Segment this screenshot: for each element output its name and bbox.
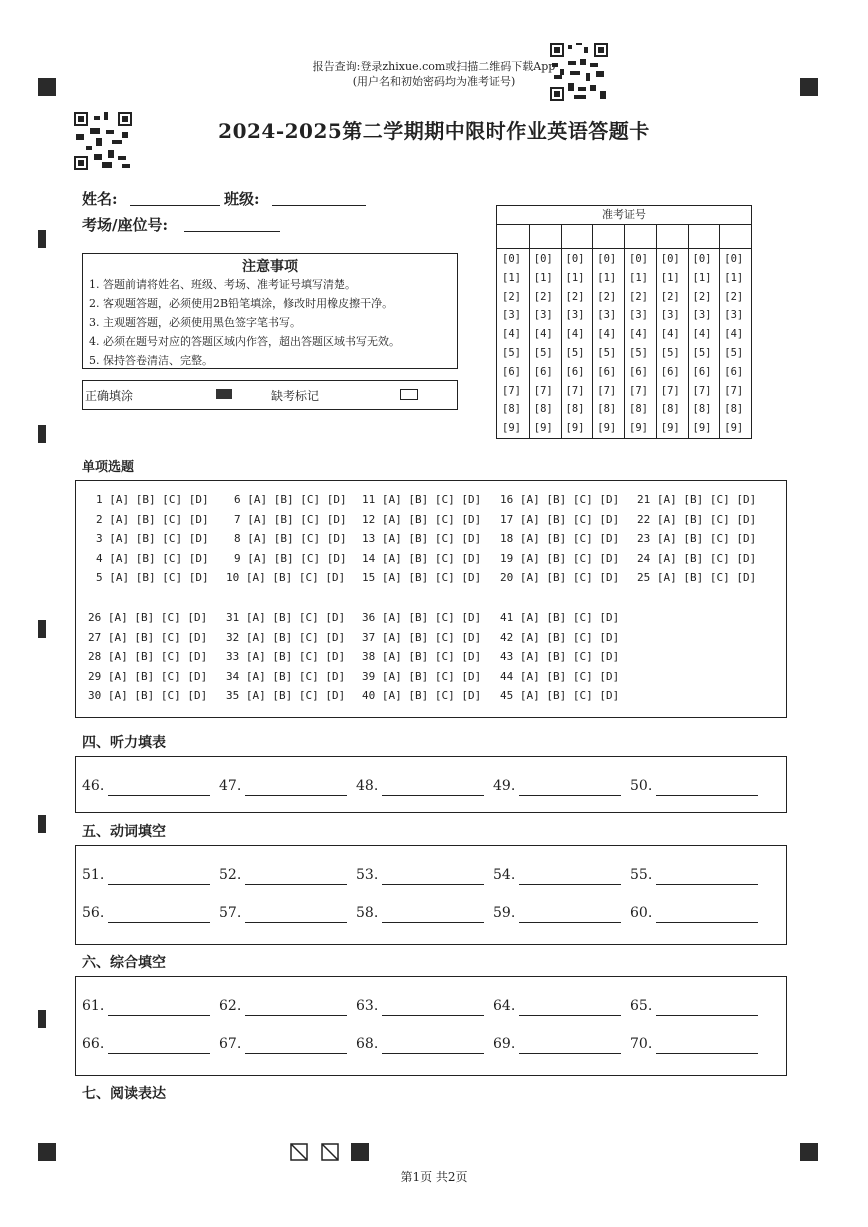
comprehensive-box [75, 976, 787, 1076]
exam-id-bubble[interactable]: [9] [660, 422, 680, 435]
exam-id-bubble[interactable]: [6] [629, 365, 648, 378]
choice-question[interactable]: 13 [A] [B] [C] [D] [362, 532, 482, 545]
answer-blank[interactable] [108, 795, 210, 796]
question-number: 70. [630, 1036, 653, 1052]
exam-id-bubble[interactable]: [5] [629, 347, 648, 359]
answer-blank[interactable] [108, 1015, 210, 1016]
answer-blank[interactable] [519, 1053, 621, 1054]
exam-id-bubble[interactable]: [7] [724, 384, 744, 397]
exam-id-bubble[interactable]: [2] [533, 290, 553, 303]
exam-id-bubble[interactable]: [8] [724, 403, 744, 416]
exam-id-bubble[interactable]: [4] [692, 328, 712, 341]
question-number: 53. [356, 867, 379, 883]
question-number: 57. [219, 905, 242, 921]
answer-blank[interactable] [382, 884, 484, 885]
choice-question[interactable]: 18 [A] [B] [C] [D] [500, 532, 620, 545]
exam-id-bubble[interactable]: [8] [692, 403, 712, 416]
exam-id-bubble[interactable]: [5] [692, 347, 712, 359]
answer-blank[interactable] [519, 922, 621, 923]
exam-id-bubble[interactable]: [2] [565, 290, 585, 303]
question-number: 69. [493, 1036, 516, 1052]
exam-id-bubble[interactable]: [4] [660, 328, 680, 341]
page-number: 第1页 共2页 [400, 1170, 468, 1184]
exam-id-bubble[interactable]: [4] [597, 328, 617, 341]
choice-question[interactable]: 11 [A] [B] [C] [D] [362, 493, 482, 506]
exam-id-bubble[interactable]: [6] [660, 365, 680, 378]
exam-id-bubble[interactable]: [0] [692, 253, 712, 265]
timing-mark [38, 425, 46, 443]
choice-question[interactable]: 12 [A] [B] [C] [D] [362, 512, 482, 526]
verb-title: 五、动词填空 [82, 824, 166, 840]
corner-marker-bottom-left [38, 1143, 56, 1161]
question-number: 62. [219, 998, 242, 1014]
timing-mark [38, 620, 46, 638]
exam-id-bubble[interactable]: [5] [502, 347, 521, 359]
fill-example-box [82, 380, 458, 410]
exam-id-bubble[interactable]: [9] [533, 422, 553, 435]
choice-question[interactable]: 24 [A] [B] [C] [D] [637, 551, 757, 565]
correct-fill-label: 正确填涂 [85, 389, 134, 403]
reading-title: 七、阅读表达 [82, 1086, 166, 1102]
single-choice-title: 单项选题 [82, 460, 135, 475]
question-number: 50. [630, 778, 653, 794]
choice-question[interactable]: 28 [A] [B] [C] [D] [88, 650, 208, 663]
exam-id-bubble[interactable]: [0] [565, 253, 585, 265]
choice-question[interactable]: 1 [A] [B] [C] [D] [96, 493, 209, 506]
exam-id-bubble[interactable]: [8] [502, 403, 521, 416]
exam-id-bubble[interactable]: [1] [724, 271, 744, 284]
exam-id-bubble[interactable]: [4] [502, 328, 521, 341]
filled-box-icon [351, 1143, 369, 1161]
exam-id-bubble[interactable]: [5] [533, 347, 553, 359]
exam-id-bubble[interactable]: [2] [660, 290, 680, 303]
notice-box [82, 253, 458, 369]
exam-id-bubble[interactable]: [4] [629, 328, 648, 341]
seat-label: 考场/座位号: [82, 216, 169, 234]
choice-question[interactable]: 14 [A] [B] [C] [D] [362, 551, 482, 565]
choice-question[interactable]: 37 [A] [B] [C] [D] [362, 630, 482, 644]
question-number: 61. [82, 998, 105, 1014]
answer-blank[interactable] [519, 884, 621, 885]
choice-question[interactable]: 31 [A] [B] [C] [D] [226, 611, 346, 624]
exam-id-bubble[interactable]: [7] [660, 384, 680, 397]
exam-id-bubble[interactable]: [9] [724, 422, 744, 435]
exam-id-bubble[interactable]: [4] [533, 328, 553, 341]
grid-divider [529, 224, 530, 438]
choice-question[interactable]: 39 [A] [B] [C] [D] [362, 669, 482, 683]
exam-id-bubble[interactable]: [0] [597, 253, 617, 265]
exam-id-bubble[interactable]: [1] [565, 271, 585, 284]
exam-id-bubble[interactable]: [6] [502, 365, 521, 378]
grid-divider [656, 224, 657, 438]
single-choice-box [75, 480, 787, 718]
exam-id-bubble[interactable]: [2] [597, 290, 617, 303]
timing-mark [38, 230, 46, 248]
exam-id-bubble[interactable]: [1] [660, 271, 680, 284]
notice-item: 2. 客观题答题，必须使用2B铅笔填涂，修改时用橡皮擦干净。 [89, 297, 394, 310]
question-number: 60. [630, 905, 653, 921]
question-number: 47. [219, 778, 242, 794]
answer-blank[interactable] [656, 1015, 758, 1016]
login-note: (用户名和初始密码均为准考证号) [352, 75, 516, 88]
grid-divider [624, 224, 625, 438]
exam-id-bubble[interactable]: [4] [724, 328, 744, 341]
exam-id-bubble[interactable]: [8] [629, 403, 648, 416]
exam-id-bubble[interactable]: [7] [565, 384, 585, 397]
choice-question[interactable]: 3 [A] [B] [C] [D] [96, 532, 209, 545]
exam-id-bubble[interactable]: [3] [565, 309, 585, 322]
exam-id-bubble[interactable]: [1] [597, 271, 617, 284]
absent-mark-checkbox[interactable] [400, 389, 418, 400]
choice-question[interactable]: 41 [A] [B] [C] [D] [500, 611, 620, 624]
exam-id-bubble[interactable]: [1] [533, 271, 553, 284]
notice-item: 5. 保持答卷清洁、完整。 [89, 354, 213, 367]
exam-id-bubble[interactable]: [2] [692, 290, 712, 303]
answer-blank[interactable] [245, 922, 347, 923]
comprehensive-title: 六、综合填空 [82, 955, 166, 971]
exam-id-bubble[interactable]: [7] [533, 384, 553, 397]
corner-marker-bottom-right [800, 1143, 818, 1161]
listening-box [75, 756, 787, 813]
answer-blank[interactable] [108, 1053, 210, 1054]
exam-id-bubble[interactable]: [5] [660, 347, 680, 359]
choice-question[interactable]: 32 [A] [B] [C] [D] [226, 630, 346, 644]
answer-blank[interactable] [519, 795, 621, 796]
choice-question[interactable]: 33 [A] [B] [C] [D] [226, 650, 346, 663]
listening-title: 四、听力填表 [82, 735, 166, 751]
exam-id-bubble[interactable]: [8] [533, 403, 553, 416]
choice-question[interactable]: 6 [A] [B] [C] [D] [234, 493, 347, 506]
exam-id-bubble[interactable]: [0] [660, 253, 680, 265]
answer-blank[interactable] [656, 884, 758, 885]
exam-id-bubble[interactable]: [6] [597, 365, 617, 378]
answer-blank[interactable] [245, 1015, 347, 1016]
answer-blank[interactable] [382, 922, 484, 923]
exam-id-bubble[interactable]: [4] [565, 328, 585, 341]
name-field[interactable] [130, 205, 220, 206]
question-number: 52. [219, 867, 242, 883]
exam-id-bubble[interactable]: [3] [629, 309, 648, 322]
answer-blank[interactable] [108, 922, 210, 923]
exam-id-bubble[interactable]: [6] [533, 365, 553, 378]
report-query-note: 报告查询:登录zhixue.com或扫描二维码下载App [312, 60, 556, 73]
timing-mark [38, 815, 46, 833]
exam-id-bubble[interactable]: [3] [692, 309, 712, 322]
exam-id-bubble[interactable]: [1] [692, 271, 712, 284]
choice-question[interactable]: 34 [A] [B] [C] [D] [226, 669, 346, 683]
answer-blank[interactable] [245, 795, 347, 796]
choice-question[interactable]: 5 [A] [B] [C] [D] [96, 571, 209, 584]
exam-id-bubble[interactable]: [8] [565, 403, 585, 416]
answer-blank[interactable] [656, 922, 758, 923]
question-number: 64. [493, 998, 516, 1014]
choice-question[interactable]: 7 [A] [B] [C] [D] [234, 512, 347, 526]
choice-question[interactable]: 25 [A] [B] [C] [D] [637, 571, 757, 584]
question-number: 66. [82, 1036, 105, 1052]
choice-question[interactable]: 40 [A] [B] [C] [D] [362, 689, 482, 702]
choice-question[interactable]: 44 [A] [B] [C] [D] [500, 669, 620, 683]
exam-id-bubble[interactable]: [3] [502, 309, 521, 322]
choice-question[interactable]: 21 [A] [B] [C] [D] [637, 493, 757, 506]
exam-id-bubble[interactable]: [8] [660, 403, 680, 416]
choice-question[interactable]: 38 [A] [B] [C] [D] [362, 650, 482, 663]
exam-id-bubble[interactable]: [1] [502, 271, 521, 284]
question-number: 48. [356, 778, 379, 794]
exam-id-title: 准考证号 [497, 206, 751, 225]
question-number: 51. [82, 867, 105, 883]
choice-question[interactable]: 35 [A] [B] [C] [D] [226, 689, 346, 702]
class-field[interactable] [272, 205, 366, 206]
answer-blank[interactable] [245, 884, 347, 885]
exam-id-bubble[interactable]: [8] [597, 403, 617, 416]
exam-id-bubble[interactable]: [6] [565, 365, 585, 378]
notice-title: 注意事项 [242, 259, 298, 275]
question-number: 54. [493, 867, 516, 883]
grid-divider [688, 224, 689, 438]
question-number: 58. [356, 905, 379, 921]
choice-question[interactable]: 42 [A] [B] [C] [D] [500, 630, 620, 644]
grid-divider [592, 224, 593, 438]
choice-question[interactable]: 4 [A] [B] [C] [D] [96, 551, 209, 565]
verb-box [75, 845, 787, 945]
exam-id-bubble[interactable]: [3] [660, 309, 680, 322]
notice-item: 4. 必须在题号对应的答题区域内作答，超出答题区域书写无效。 [89, 335, 400, 348]
choice-question[interactable]: 43 [A] [B] [C] [D] [500, 650, 620, 663]
choice-question[interactable]: 19 [A] [B] [C] [D] [500, 551, 620, 565]
answer-blank[interactable] [656, 795, 758, 796]
seat-field[interactable] [184, 231, 280, 232]
exam-id-bubble[interactable]: [0] [533, 253, 553, 265]
choice-question[interactable]: 30 [A] [B] [C] [D] [88, 689, 208, 702]
exam-id-bubble[interactable]: [5] [565, 347, 585, 359]
choice-question[interactable]: 20 [A] [B] [C] [D] [500, 571, 620, 584]
exam-id-bubble[interactable]: [2] [502, 290, 521, 303]
exam-id-bubble[interactable]: [9] [692, 422, 712, 435]
question-number: 63. [356, 998, 379, 1014]
answer-blank[interactable] [382, 1015, 484, 1016]
slash-box-icon [321, 1143, 339, 1161]
exam-id-bubble[interactable]: [7] [502, 384, 521, 397]
answer-blank[interactable] [108, 884, 210, 885]
exam-id-bubble[interactable]: [5] [724, 347, 744, 359]
exam-id-bubble[interactable]: [0] [502, 253, 521, 265]
exam-id-bubble[interactable]: [3] [724, 309, 744, 322]
exam-id-bubble[interactable]: [6] [692, 365, 712, 378]
timing-mark [38, 1010, 46, 1028]
choice-question[interactable]: 10 [A] [B] [C] [D] [226, 571, 346, 584]
exam-id-bubble[interactable]: [9] [629, 422, 648, 435]
exam-id-bubble[interactable]: [6] [724, 365, 744, 378]
choice-question[interactable]: 23 [A] [B] [C] [D] [637, 532, 757, 545]
exam-id-bubble[interactable]: [0] [629, 253, 648, 265]
question-number: 59. [493, 905, 516, 921]
question-number: 65. [630, 998, 653, 1014]
question-number: 56. [82, 905, 105, 921]
choice-question[interactable]: 26 [A] [B] [C] [D] [88, 611, 208, 624]
choice-question[interactable]: 22 [A] [B] [C] [D] [637, 512, 757, 526]
choice-question[interactable]: 16 [A] [B] [C] [D] [500, 493, 620, 506]
exam-id-bubble[interactable]: [5] [597, 347, 617, 359]
answer-blank[interactable] [245, 1053, 347, 1054]
notice-item: 1. 答题前请将姓名、班级、考场、准考证号填写清楚。 [89, 278, 356, 291]
question-number: 67. [219, 1036, 242, 1052]
question-number: 49. [493, 778, 516, 794]
choice-question[interactable]: 27 [A] [B] [C] [D] [88, 630, 208, 644]
answer-blank[interactable] [382, 795, 484, 796]
answer-blank[interactable] [519, 1015, 621, 1016]
choice-question[interactable]: 15 [A] [B] [C] [D] [362, 571, 482, 584]
exam-id-bubble[interactable]: [2] [724, 290, 744, 303]
answer-blank[interactable] [656, 1053, 758, 1054]
exam-id-bubble[interactable]: [7] [629, 384, 648, 397]
answer-blank[interactable] [382, 1053, 484, 1054]
exam-id-bubble[interactable]: [3] [597, 309, 617, 322]
choice-question[interactable]: 45 [A] [B] [C] [D] [500, 689, 620, 702]
choice-question[interactable]: 29 [A] [B] [C] [D] [88, 669, 208, 683]
class-label: 班级: [224, 190, 260, 208]
absent-mark-label: 缺考标记 [271, 389, 320, 403]
choice-question[interactable]: 17 [A] [B] [C] [D] [500, 512, 620, 526]
choice-question[interactable]: 2 [A] [B] [C] [D] [96, 512, 209, 526]
exam-id-bubble[interactable]: [7] [597, 384, 617, 397]
exam-id-bubble[interactable]: [1] [629, 271, 648, 284]
grid-divider [561, 224, 562, 438]
exam-id-bubble[interactable]: [9] [565, 422, 585, 435]
choice-question[interactable]: 36 [A] [B] [C] [D] [362, 611, 482, 624]
choice-question[interactable]: 9 [A] [B] [C] [D] [234, 551, 347, 565]
exam-id-bubble[interactable]: [9] [597, 422, 617, 435]
name-label: 姓名: [82, 190, 118, 208]
question-number: 68. [356, 1036, 379, 1052]
exam-id-bubble[interactable]: [9] [502, 422, 521, 435]
question-number: 55. [630, 867, 653, 883]
slash-box-icon [290, 1143, 308, 1161]
page-title: 2024-2025第二学期期中限时作业英语答题卡 [218, 119, 650, 143]
exam-id-bubble[interactable]: [2] [629, 290, 648, 303]
exam-id-bubble[interactable]: [7] [692, 384, 712, 397]
grid-divider [719, 224, 720, 438]
correct-fill-sample [216, 389, 232, 399]
choice-question[interactable]: 8 [A] [B] [C] [D] [234, 532, 347, 545]
question-number: 46. [82, 778, 105, 794]
notice-item: 3. 主观题答题，必须使用黑色签字笔书写。 [89, 316, 301, 329]
exam-id-bubble[interactable]: [3] [533, 309, 553, 322]
exam-id-bubble[interactable]: [0] [724, 253, 744, 265]
exam-id-grid [496, 205, 752, 439]
